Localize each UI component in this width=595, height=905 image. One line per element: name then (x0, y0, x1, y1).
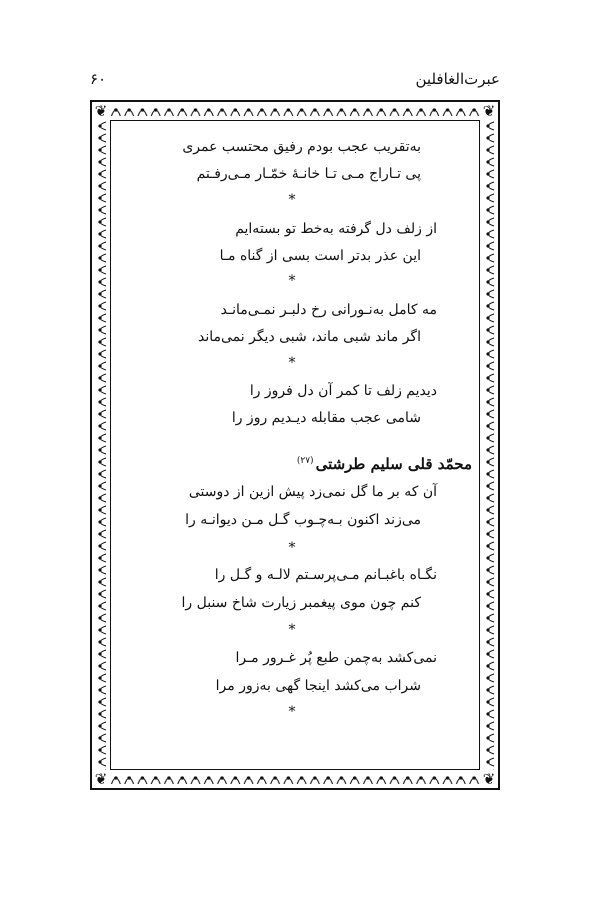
poet-name: محمّد قلی سلیم طرشتی (315, 455, 472, 473)
verse-line: دیدیم زلف تا کمر آن دل فروز را (249, 383, 437, 399)
verse-separator: * (288, 540, 296, 556)
verse-separator: * (288, 355, 296, 371)
verse-line: به‌تقریب عجب بودم رفیق محتسب عمری (182, 139, 421, 155)
verse-line: این عذر بدتر است بسی از گناه مـا (219, 248, 421, 264)
verse-separator: * (288, 704, 296, 720)
footnote-marker: (۲۷) (296, 456, 314, 466)
verse-line: نمی‌کشد به‌چمن طبع پُر غـرور مـرا (235, 650, 437, 666)
page-number: ۶۰ (90, 70, 107, 88)
poet-heading (297, 455, 472, 473)
corner-ornament-icon: ❦ (480, 770, 498, 788)
book-title: عبرت‌الغافلین (415, 70, 500, 88)
verse-line: از زلف دل گرفته به‌خط تو بسته‌ایم (235, 221, 437, 237)
verse-line: کنم چون موی پیغمبر زیارت شاخ سنبل را (181, 595, 421, 611)
verse-line: می‌زند اکنون بـه‌چـوب گـل مـن دیوانـه را (185, 512, 421, 528)
verse-separator: * (288, 622, 296, 638)
verse-line: شامی عجب مقابله دیـدیم روز را (231, 410, 421, 426)
verse-line: پی تـاراج مـی تـا خانـهٔ خمّـار مـی‌رفـتم (196, 166, 421, 182)
corner-ornament-icon: ❦ (480, 102, 498, 120)
verse-line: آن که بر ما گل نمی‌زد پیش ازین از دوستی (188, 484, 437, 500)
verse-line: مه کامل به‌نـورانی رخ دلبـر نمـی‌مانـد (220, 302, 437, 318)
corner-ornament-icon: ❦ (92, 102, 110, 120)
verse-line: اگر ماند شبی ماند، شبی دیگر نمی‌ماند (197, 329, 421, 345)
verse-separator: * (288, 273, 296, 289)
verse-separator: * (288, 192, 296, 208)
verse-line: شراب می‌کشد اینجا گهی به‌زور مرا (215, 678, 421, 694)
corner-ornament-icon: ❦ (92, 770, 110, 788)
verse-line: نگـاه باغبـانم مـی‌پرسـتم لالـه و گـل را (214, 567, 437, 583)
